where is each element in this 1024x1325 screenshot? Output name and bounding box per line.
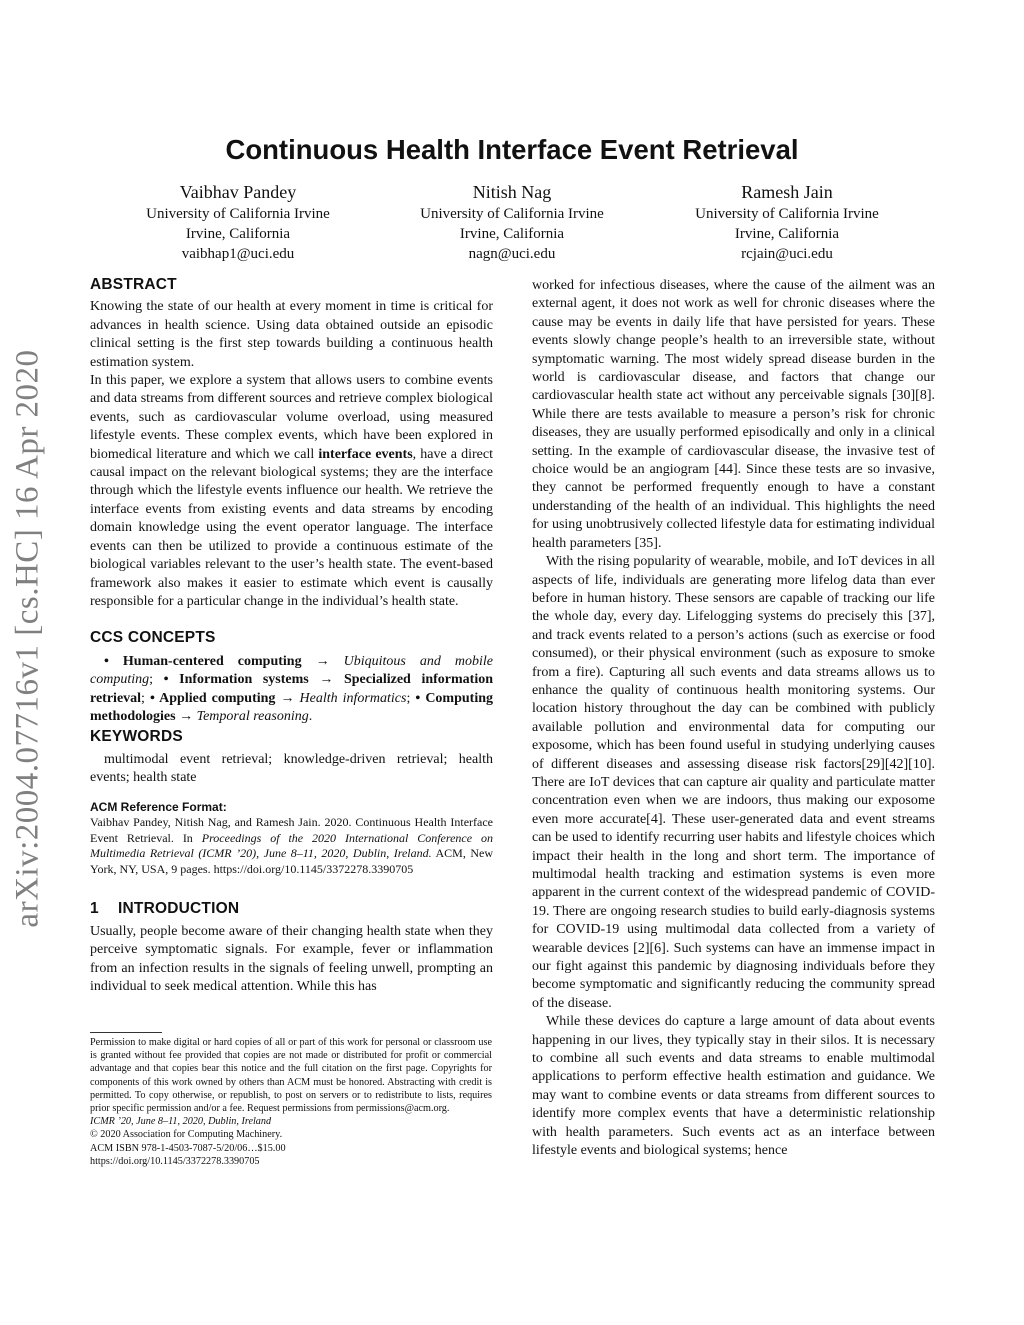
acm-reference-heading: ACM Reference Format:	[90, 799, 227, 814]
author-1	[98, 180, 378, 264]
conference-info: ICMR ’20, June 8–11, 2020, Dublin, Ireland	[90, 1116, 272, 1128]
author-location: Irvine, California	[734, 226, 840, 242]
keywords-text: multimodal event retrieval; knowledge-driven retrieval; health events; health state	[90, 751, 493, 786]
right-column	[532, 277, 935, 1161]
acm-reference-text: Vaibhav Pandey, Nitish Nag, and Ramesh Jain. 2020. Continuous Health Interface Event Retrieval. In Proceedings of the 2020 International Conference on Multimedia Retrieval (ICMR ’20), June 8–11, 2020, Dublin, Ireland. ACM, New York, NY, USA, 9 pages. https://doi.org/10.1145/3372278.3390705	[90, 815, 493, 876]
author-3	[647, 180, 927, 264]
author-affiliation: University of California Irvine	[146, 206, 330, 222]
author-affiliation: University of California Irvine	[695, 206, 879, 222]
copyright-text: © 2020 Association for Computing Machinery.	[90, 1129, 283, 1141]
author-name: Nitish Nag	[472, 182, 552, 202]
paper-title: Continuous Health Interface Event Retrieval	[225, 134, 799, 165]
interface-events-term: interface events	[318, 446, 413, 462]
arxiv-identifier: arXiv:2004.07716v1 [cs.HC] 16 Apr 2020	[9, 349, 46, 928]
isbn-text: ACM ISBN 978-1-4503-7087-5/20/06…$15.00	[90, 1142, 286, 1154]
author-email[interactable]: rcjain@uci.edu	[741, 246, 833, 262]
intro-paragraph: worked for infectious diseases, where the cause of the ailment was an external agent, it does not work as well for chronic diseases where the cause may be events in daily life that have persisted for years. These events slowly change people’s health to an irreversible state, without symptomatic warning. The most widely spread disease burden in the world is cardiovascular disease, and factors that change our cardiovascular health state act without any perceivable signals [30][8]. While there are tests available to measure a person’s risk for chronic diseases, they are usually performed episodically and only in a clinical setting. In the example of cardiovascular disease, the invasive test of choice would be an angiogram [44]. Since these tests are so invasive, they cannot be performed frequently enough to have a constant understanding of the health of an individual. This highlights the need for using unobtrusively collected lifestyle data for estimating individual health parameters [35].	[532, 278, 935, 551]
abstract-paragraph: Knowing the state of our health at every moment in time is critical for advances in health science. Using data obtained outside an episodic clinical setting is the first step towards building a continuous health estimation system.	[90, 299, 493, 370]
keywords-heading: KEYWORDS	[90, 728, 183, 746]
intro-paragraph: While these devices do capture a large amount of data about events happening in our lives, they typically stay in their silos. It is necessary to combine all such events and data streams to enable multimodal applications to perform effective health estimation and guidance. We may want to combine events or data streams from different sources to identify more complex events that have a deterministic relationship with health parameters. Such events act as an interface between lifestyle events and biological systems; hence	[532, 1014, 935, 1159]
left-column	[90, 276, 493, 997]
ccs-concepts: • Human-centered computing → Ubiquitous and mobile computing; • Information systems → Specialized information retrieval; • Applied computing → Health informatics; • Computing methodologies → Temporal reasoning.	[90, 653, 493, 724]
permission-text: Permission to make digital or hard copies of all or part of this work for personal or classroom use is granted without fee provided that copies are not made or distributed for profit or commercial advantage and that copies bear this notice and the full citation on the first page. Copyrights for components of this work owned by others than ACM must be honored. Abstracting with credit is permitted. To copy otherwise, or republish, to post on servers or to redistribute to lists, requires prior specific permission and/or a fee. Request permissions from permissions@acm.org.	[90, 1037, 492, 1115]
author-location: Irvine, California	[185, 226, 291, 242]
abstract-heading: ABSTRACT	[90, 276, 177, 293]
author-email[interactable]: nagn@uci.edu	[468, 246, 556, 262]
author-2	[372, 180, 652, 264]
doi-link[interactable]: https://doi.org/10.1145/3372278.3390705	[90, 1155, 260, 1167]
author-affiliation: University of California Irvine	[420, 206, 604, 222]
footnote-rule	[90, 1032, 162, 1033]
author-location: Irvine, California	[459, 226, 565, 242]
author-name: Vaibhav Pandey	[179, 182, 297, 202]
intro-paragraph: Usually, people become aware of their changing health state when they perceive symptomatic signals. For example, fever or inflammation from an infection results in the signals of feeling unwell, prompting an individual to seek medical attention. While this has	[90, 923, 493, 995]
introduction-heading: 1 INTRODUCTION	[90, 899, 240, 917]
intro-paragraph: With the rising popularity of wearable, mobile, and IoT devices in all aspects of life, individuals are generating more lifelog data than ever before in human history. These sensors are capable of tracking our life the whole day, every day. Lifelogging systems do precisely this [37], and track events related to a person’s actions (such as exercise or food consumed), or their physical environment (such as exposure to smoke from a fire). Capturing all such events and data streams allows us to enhance the quality of continuous health monitoring systems. Our location history throughout the day can be combined with publicly available pollution and environmental data for computing our exposome, which has been found useful in studying underlying causes of different diseases and assessing disease risk factors[29][42][10]. There are IoT devices that can capture air quality and particulate matter concentration even when we are indoors, thus making our exposome even more accurate[4]. These user-generated data and event streams can be used to identify recurring user habits and lifestyle choices which impact their health in the long and short term. The importance of multimodal health tracking and estimation systems is even more apparent in the current context of the widespread pandemic of COVID-19. There are ongoing research studies to build early-diagnosis systems for COVID-19 using multimodal data collected from a variety of wearable devices [2][6]. Such systems can have an immense impact in our fight against this pandemic by diagnosing individuals before they become symptomatic and significantly reducing the community spread of the disease.	[532, 554, 935, 1011]
author-email[interactable]: vaibhap1@uci.edu	[181, 246, 295, 262]
permission-footnote	[90, 1036, 492, 1168]
author-name: Ramesh Jain	[741, 182, 833, 202]
ccs-heading: CCS CONCEPTS	[90, 629, 216, 647]
abstract-paragraph: In this paper, we explore a system that allows users to combine events and data streams from different sources and retrieve complex biological events, such as cardiovascular volume overload, using measured lifestyle events. These complex events, which have been explored in biomedical literature and which we call interface events, have a direct causal impact on the relevant biological systems; they are the interface through which the lifestyle events influence our health. We retrieve the interface events from existing events and data streams by encoding domain knowledge using the event operator language. The interface events can then be utilized to provide a continuous estimate of the biological variables relevant to the user’s health state. The event-based framework also makes it easier to estimate which event is causally responsible for a particular change in the individual’s health state.	[90, 373, 493, 609]
